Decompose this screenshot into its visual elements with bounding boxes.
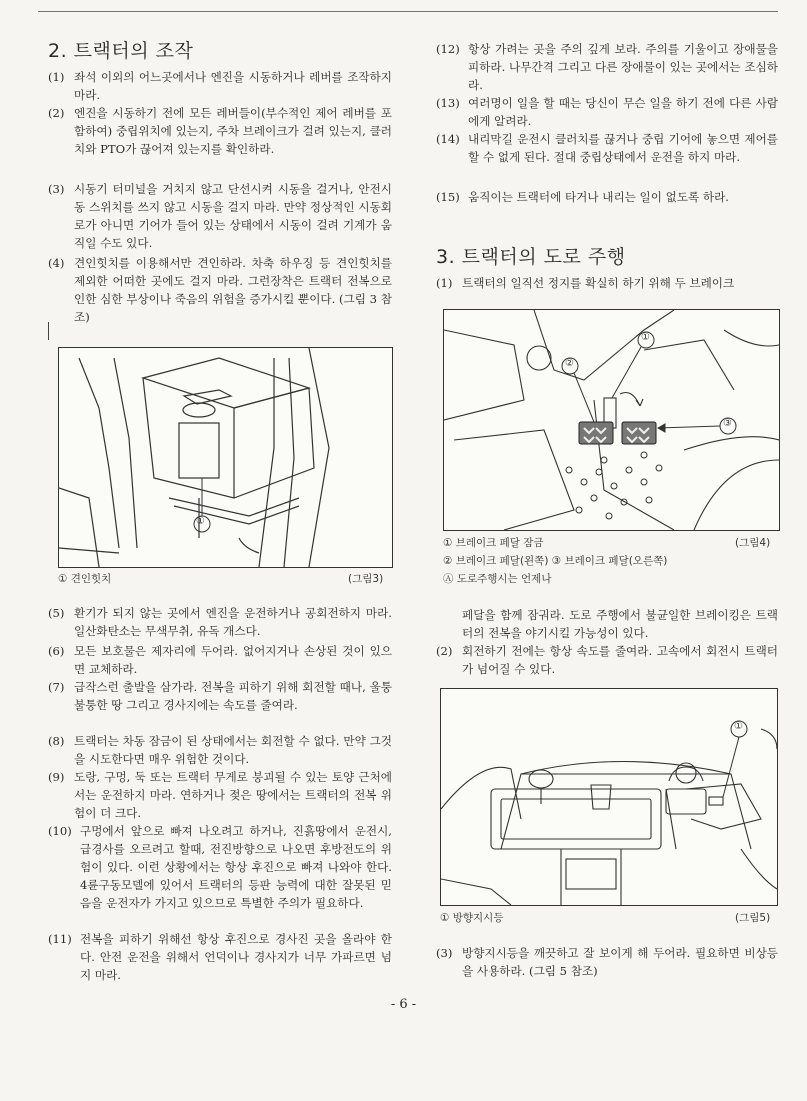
dashboard-illustration — [441, 689, 777, 905]
list-item: (4) 견인힛치를 이용해서만 견인하라. 차축 하우징 등 견인힛치를 제외한 어떠한 곳에도 걸지 마라. 그런장착은 트랙터 전복으로 인한 심한 부상이나 죽음의 위험을 증가시킬 뿐이다. (그림 3 참조) — [48, 256, 392, 324]
list-item: (14) 내리막길 운전시 클러치를 끊거나 중립 기어에 놓으면 제어를 할 수 없게 된다. 절대 중립상태에서 운전을 하지 마라. — [436, 132, 778, 164]
list-item: (3) 시동기 터미널을 거치지 않고 단선시켜 시동을 걸거나, 안전시동 스위치를 쓰지 않고 시동을 걸지 마라. 만약 정상적인 시동회로가 아니면 기어가 들어 있는 상태에서 시동이 걸려 기계가 움직일 수도 있다. — [48, 182, 392, 250]
section-title-road-driving: 3. 트랙터의 도로 주행 — [436, 246, 626, 268]
list-item: (12) 항상 가려는 곳을 주의 깊게 보라. 주의를 기울이고 장애물을 피하라. 나무간격 그리고 다른 장애물이 있는 곳에서는 조심하라. — [436, 42, 778, 92]
section-title-operation: 2. 트랙터의 조작 — [48, 40, 194, 62]
figure-4-caption-1: ① 브레이크 페달 잠금 — [443, 537, 544, 549]
list-item: (1) 좌석 이외의 어느곳에서나 엔진을 시동하거나 레버를 조작하지 마라. — [48, 70, 392, 102]
list-item: (7) 급작스런 출발을 삼가라. 전복을 피하기 위해 회전할 때나, 울퉁불퉁한 땅 그리고 경사지에는 속도를 줄여라. — [48, 680, 392, 712]
drawbar-illustration — [59, 348, 392, 567]
figure-3-number: (그림3) — [348, 573, 384, 585]
list-item: (2) 엔진을 시동하기 전에 모든 레버들이(부수적인 제어 레버를 포함하여) 중립위치에 있는지, 주차 브레이크가 걸려 있는지, 클러치와 PTO가 끊어져 있는지를 확인하라. — [48, 106, 392, 156]
list-item: (5) 환기가 되지 않는 곳에서 엔진을 운전하거나 공회전하지 마라. 일산화탄소는 무색무취, 유독 개스다. — [48, 606, 392, 638]
figure-3-drawhitch — [58, 347, 393, 568]
list-item: (1) 트랙터의 일직선 정지를 확실히 하기 위해 두 브레이크 — [436, 276, 735, 290]
figure-3-label: ① — [196, 516, 205, 527]
list-item: (9) 도랑, 구멍, 둑 또는 트랙터 무게로 붕괴될 수 있는 토양 근처에서는 운전하지 마라. 연하거나 젖은 땅에서는 트랙터의 전복 위험이 더 크다. — [48, 770, 392, 820]
figure-4-caption-2: ② 브레이크 페달(왼쪽) ③ 브레이크 페달(오른쪽) — [443, 555, 668, 567]
top-rule — [38, 11, 778, 12]
list-item-continuation: 페달을 함께 잠궈라. 도로 주행에서 불균일한 브레이킹은 트랙터의 전복을 야기시킬 가능성이 있다. — [462, 608, 778, 640]
figure-4-number: (그림4) — [735, 537, 771, 549]
list-item: (8) 트랙터는 차동 잠금이 된 상태에서는 회전할 수 없다. 만약 그것을 시도한다면 매우 위험한 것이다. — [48, 734, 392, 766]
figure-4-brake-pedals — [443, 309, 780, 531]
list-item: (3) 방향지시등을 깨끗하고 잘 보이게 해 두어라. 필요하면 비상등을 사용하라. (그림 5 참조) — [436, 946, 778, 978]
margin-mark — [48, 322, 49, 340]
figure-4-caption-3: Ⓐ 도로주행시는 언제나 — [443, 573, 552, 585]
figure-3-caption: ① 견인힛치 — [58, 573, 112, 585]
figure-5-caption: ① 방향지시등 — [440, 912, 504, 924]
list-item: (13) 여러명이 일을 할 때는 당신이 무슨 일을 하기 전에 다른 사람에게 알려라. — [436, 96, 778, 128]
list-item: (6) 모든 보호물은 제자리에 두어라. 없어지거나 손상된 것이 있으면 교체하라. — [48, 644, 392, 676]
list-item: (15) 움직이는 트랙터에 타거나 내리는 일이 없도록 하라. — [436, 190, 729, 204]
list-item: (10) 구멍에서 앞으로 빠져 나오려고 하거나, 진흙땅에서 운전시, 급경사를 오르려고 할때, 전진방향으로 나오면 후방전도의 위험이 있다. 이런 상황에서는 항상 후진으로 빠져 나와야 한다. 4륜구동모델에 있어서 트랙터의 등판 능력에 대한 잘못된 믿음을 운전자가 가지고 있으므로 특별한 주의가 필요하다. — [48, 824, 392, 910]
page-number: - 6 - — [390, 997, 417, 1012]
figure-4-label-2: ② — [565, 358, 574, 369]
list-item: (11) 전복을 피하기 위해선 항상 후진으로 경사진 곳을 올라야 한다. 안전 운전을 위해서 언덕이나 경사지가 너무 가파르면 넘지 마라. — [48, 932, 392, 982]
figure-5-number: (그림5) — [735, 912, 771, 924]
figure-5-label: ① — [734, 721, 743, 732]
list-item: (2) 회전하기 전에는 항상 속도를 줄여라. 고속에서 회전시 트랙터가 넘어질 수 있다. — [436, 644, 778, 676]
figure-4-label-1: ① — [641, 332, 650, 343]
figure-5-turn-signal — [440, 688, 778, 906]
figure-4-label-3: ③ — [723, 418, 732, 429]
